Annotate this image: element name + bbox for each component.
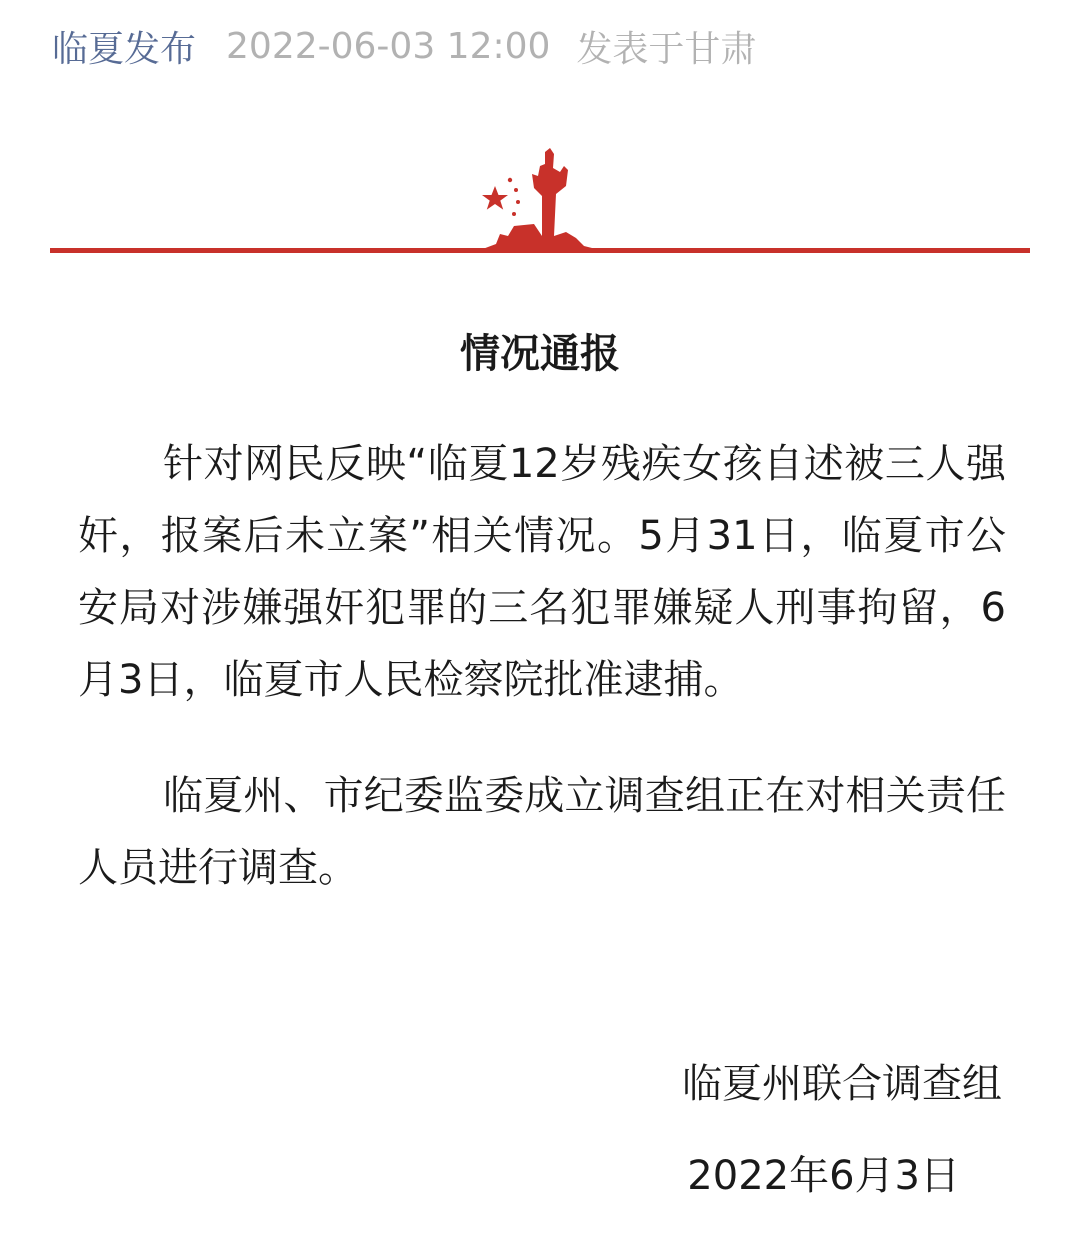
account-name-link[interactable]: 临夏发布 [52, 28, 197, 70]
notice-paragraph-1: 针对网民反映“临夏12岁残疾女孩自述被三人强奸，报案后未立案”相关情况。5月31日，临夏市公安局对涉嫌强奸犯罪的三名犯罪嫌疑人刑事拘留，6月3日，临夏市人民检察院批准逮捕。 [78, 441, 1006, 703]
publish-time: 2022-06-03 12:00 [226, 25, 551, 67]
publish-location: 发表于甘肃 [576, 28, 757, 70]
party-emblem-icon [450, 140, 640, 260]
article-meta [52, 18, 756, 74]
notice-paragraph-2: 临夏州、市纪委监委成立调查组正在对相关责任人员进行调查。 [78, 773, 1006, 891]
banner-divider [50, 248, 1030, 253]
notice-signature: 临夏州联合调查组 [682, 1061, 1002, 1107]
notice-date: 2022年6月3日 [687, 1153, 960, 1199]
notice-title: 情况通报 [460, 331, 620, 377]
